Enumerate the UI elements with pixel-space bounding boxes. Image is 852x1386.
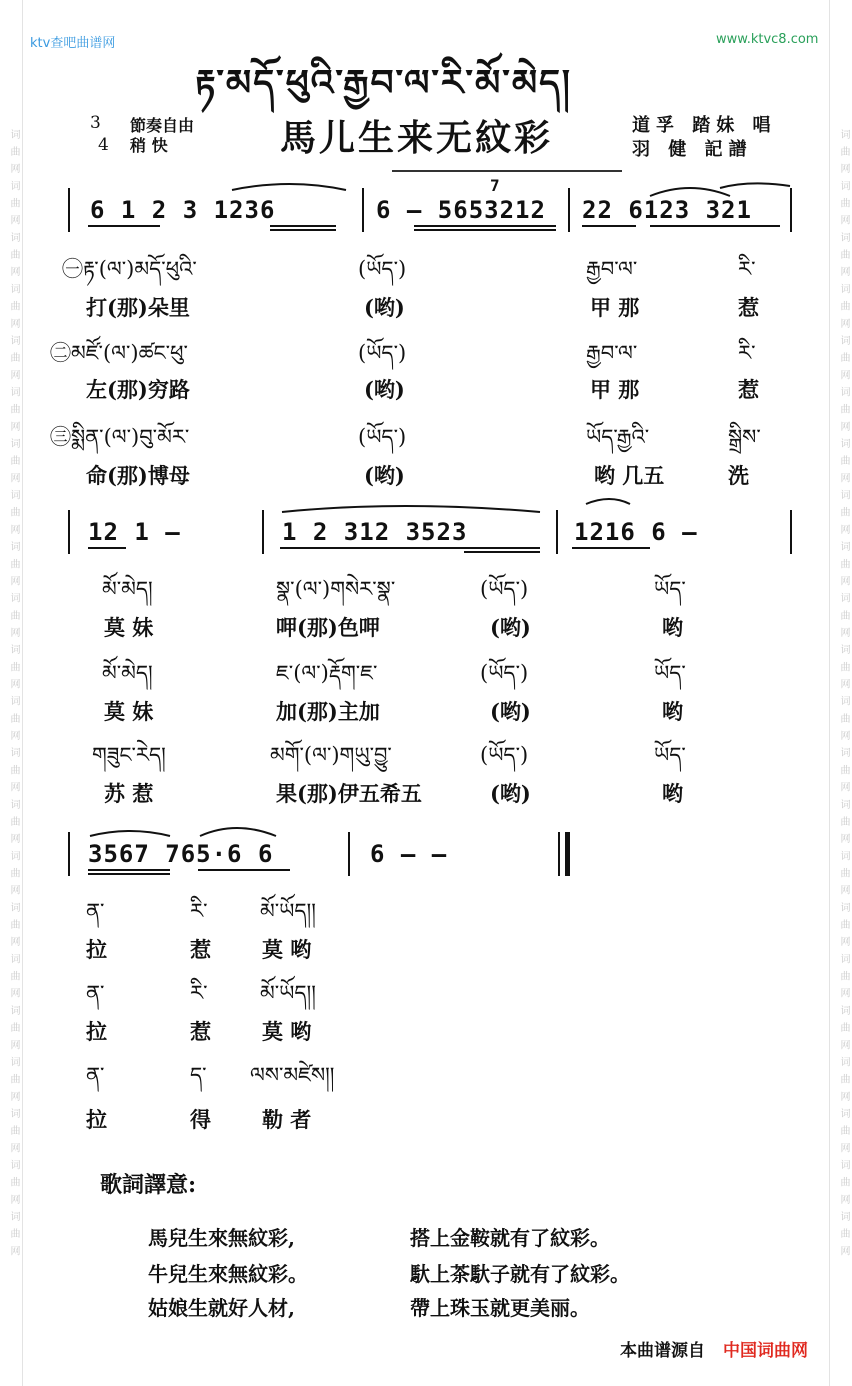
meter-bottom: 4 xyxy=(98,135,109,155)
tibetan-lyric: མོ་ཡོད།། xyxy=(260,981,316,1005)
credit-singer: 道孚 踏妹 唱 xyxy=(632,115,777,136)
tibetan-lyric: རྒྱབ་ལ་ xyxy=(586,257,638,281)
translation-line: 姑娘生就好人材, xyxy=(148,1296,295,1320)
slur xyxy=(282,506,540,512)
tibetan-lyric: ལས་མཛེས།། xyxy=(250,1063,335,1087)
tibetan-lyric: མོ་མེད། xyxy=(102,661,153,685)
chinese-lyric: (哟) xyxy=(364,377,405,402)
chinese-lyric: 得 xyxy=(190,1107,211,1132)
tibetan-lyric: རྒྱབ་ལ་ xyxy=(586,341,638,365)
chinese-lyric: 左(那)穷路 xyxy=(86,377,190,402)
tibetan-lyric: སྒྲིས་ xyxy=(728,425,761,449)
chinese-lyric: (哟) xyxy=(490,615,531,640)
chinese-lyric: 拉 xyxy=(86,937,107,962)
side-watermark-left: 词 曲 网 词 曲 网 词 曲 网 词 曲 网 词 曲 网 词 曲 网 词 曲 网 词 曲 网 词 曲 网 词 曲 网 词 曲 网 词 曲 网 词 曲 网 词 曲 网 词 曲 网 词 曲 网 词 曲 网 词 曲 网 词 曲 网 词 曲 网 词 曲 网 词 曲 网 xyxy=(0,0,23,1386)
tibetan-lyric: ཡོད་ xyxy=(654,577,686,601)
tibetan-lyric: ན་ xyxy=(86,981,105,1005)
notes-measure: 12 1 — xyxy=(88,518,181,546)
tibetan-lyric: (ཡོད་) xyxy=(358,257,407,281)
notes-measure: 1 2 312 3523 xyxy=(282,518,468,546)
slur xyxy=(232,184,346,190)
tibetan-lyric: ㊀རྟ་(ལ་)མདོ་ཕུའི་ xyxy=(62,257,197,281)
slur xyxy=(200,828,276,836)
song-title: 馬儿生来无紋彩 xyxy=(280,117,554,159)
chinese-lyric: (哟) xyxy=(364,463,405,488)
slur xyxy=(586,499,630,504)
tibetan-lyric: ཇ་(ལ་)རྡོག་ཇ་ xyxy=(276,661,378,685)
notes-measure: 6 1 2 3 1236 xyxy=(90,196,276,224)
chinese-lyric: (哟) xyxy=(490,781,531,806)
tibetan-lyric: མགོ་(ལ་)གཡུ་བྱུ་ xyxy=(270,743,392,767)
chinese-lyric: 命(那)博母 xyxy=(86,463,190,488)
chinese-lyric: 呷(那)色呷 xyxy=(276,615,380,640)
tibetan-lyric: (ཡོད་) xyxy=(358,341,407,365)
tibetan-title: རྟ་མདོ་ཕུའི་རྒྱབ་ལ་རི་མོ་མེད། xyxy=(195,62,572,104)
notes-measure: 6 — — xyxy=(370,840,448,868)
tibetan-lyric: (ཡོད་) xyxy=(480,577,529,601)
translation-line: 搭上金鞍就有了紋彩。 xyxy=(410,1226,610,1250)
chinese-lyric: 哟 xyxy=(662,615,683,640)
notes-measure: 3567 765·6 6 xyxy=(88,840,274,868)
notes-measure: 1216 6 — xyxy=(574,518,698,546)
tibetan-lyric: སྣ་(ལ་)གསེར་སྣ་ xyxy=(276,577,396,601)
translation-line: 馬兒生來無紋彩, xyxy=(148,1226,295,1250)
chinese-lyric: 哟 几五 xyxy=(594,463,665,488)
slur xyxy=(90,831,170,836)
chinese-lyric: 莫 哟 xyxy=(262,1019,312,1044)
triplet-mark: 7 xyxy=(490,176,501,195)
chinese-lyric: 甲 那 xyxy=(590,295,640,320)
tibetan-lyric: ㊁མཛོ་(ལ་)ཚང་ཕུ་ xyxy=(50,341,188,365)
side-watermark-right: 词 曲 网 词 曲 网 词 曲 网 词 曲 网 词 曲 网 词 曲 网 词 曲 网 词 曲 网 词 曲 网 词 曲 网 词 曲 网 词 曲 网 词 曲 网 词 曲 网 词 曲 网 词 曲 网 词 曲 网 词 曲 网 词 曲 网 词 曲 网 词 曲 网 词 曲 网 xyxy=(829,0,852,1386)
tibetan-lyric: ད་ xyxy=(190,1063,207,1087)
tibetan-lyric: ན་ xyxy=(86,899,105,923)
slur xyxy=(720,183,790,188)
chinese-lyric: 加(那)主加 xyxy=(276,699,380,724)
tibetan-lyric: རི་ xyxy=(190,899,208,923)
notes-measure: 6 – 5653212 xyxy=(376,196,546,224)
translation-line: 帶上珠玉就更美丽。 xyxy=(410,1296,590,1320)
tibetan-lyric: མོ་མེད། xyxy=(102,577,153,601)
tempo-line-1: 節奏自由 xyxy=(130,116,195,135)
chinese-lyric: 莫 妹 xyxy=(104,615,154,640)
source-credit xyxy=(620,1336,808,1361)
chinese-lyric: 甲 那 xyxy=(590,377,640,402)
tibetan-lyric: རི་ xyxy=(738,257,756,281)
tibetan-lyric: མོ་ཡོད།། xyxy=(260,899,316,923)
chinese-lyric: (哟) xyxy=(364,295,405,320)
chinese-lyric: 惹 xyxy=(738,377,759,402)
chinese-lyric: 勒 者 xyxy=(262,1107,312,1132)
tibetan-lyric: རི་ xyxy=(738,341,756,365)
chinese-lyric: 洗 xyxy=(728,463,749,488)
tibetan-lyric: (ཡོད་) xyxy=(480,661,529,685)
notes-measure: 22 6123 321 xyxy=(582,196,752,224)
watermark-right: www.ktvc8.com xyxy=(716,32,819,47)
slur xyxy=(650,188,730,196)
translation-heading: 歌詞譯意: xyxy=(100,1172,197,1198)
tibetan-lyric: རི་ xyxy=(190,981,208,1005)
tibetan-lyric: ཡོད་རྒྱའི་ xyxy=(586,425,650,449)
chinese-lyric: 苏 惹 xyxy=(104,781,154,806)
chinese-lyric: 惹 xyxy=(190,937,211,962)
chinese-lyric: 哟 xyxy=(662,699,683,724)
source-site-link[interactable]: 中国词曲网 xyxy=(723,1341,808,1361)
tibetan-lyric: ཡོད་ xyxy=(654,661,686,685)
chinese-lyric: 打(那)朵里 xyxy=(86,295,190,320)
credit-notation: 羽 健 記譜 xyxy=(632,139,753,160)
chinese-lyric: 哟 xyxy=(662,781,683,806)
tibetan-lyric: ན་ xyxy=(86,1063,105,1087)
tibetan-lyric: (ཡོད་) xyxy=(358,425,407,449)
chinese-lyric: 拉 xyxy=(86,1019,107,1044)
translation-line: 牛兒生來無紋彩。 xyxy=(148,1262,308,1286)
chinese-lyric: 莫 妹 xyxy=(104,699,154,724)
tibetan-lyric: (ཡོད་) xyxy=(480,743,529,767)
tibetan-lyric: ཡོད་ xyxy=(654,743,686,767)
watermark-left: ktv查吧曲谱网 xyxy=(30,36,116,51)
tempo-line-2: 稍 快 xyxy=(130,136,168,155)
translation-line: 馱上茶馱子就有了紋彩。 xyxy=(410,1262,630,1286)
chinese-lyric: 惹 xyxy=(190,1019,211,1044)
chinese-lyric: 莫 哟 xyxy=(262,937,312,962)
tibetan-lyric: ㊂སྨིན་(ལ་)བུ་མོར་ xyxy=(50,425,190,449)
tibetan-lyric: གཟུང་རེད། xyxy=(92,743,166,767)
source-label: 本曲谱源自 xyxy=(620,1341,705,1361)
chinese-lyric: (哟) xyxy=(490,699,531,724)
meter-top: 3 xyxy=(90,113,101,133)
chinese-lyric: 拉 xyxy=(86,1107,107,1132)
chinese-lyric: 惹 xyxy=(738,295,759,320)
chinese-lyric: 果(那)伊五希五 xyxy=(276,781,422,806)
